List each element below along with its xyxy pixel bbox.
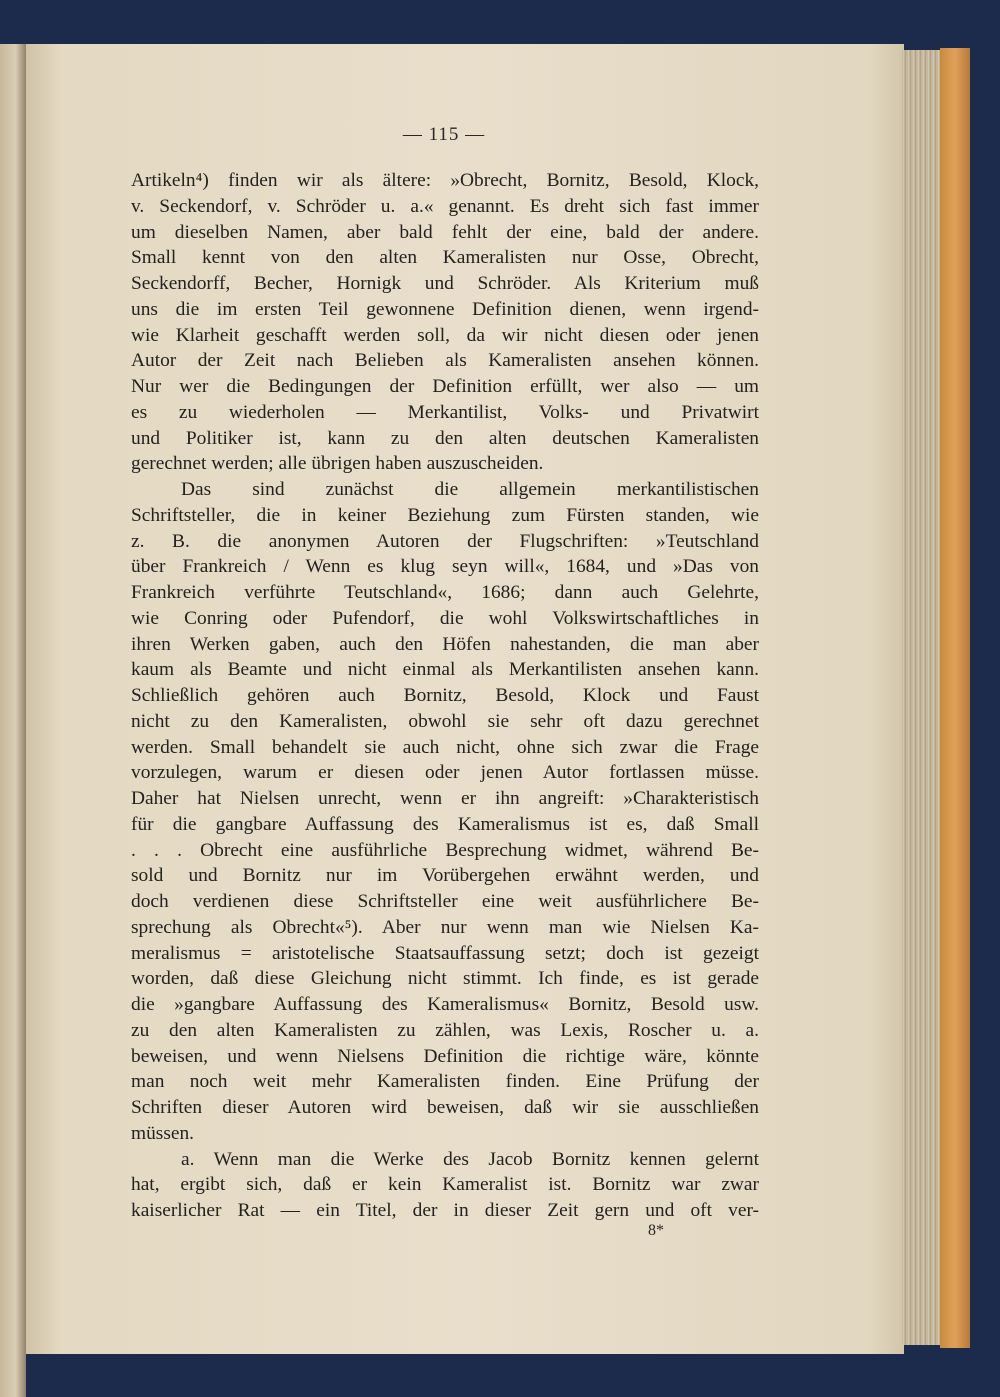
- text-line: für die gangbare Auffassung des Kameralismus ist es, daß Small: [131, 813, 759, 835]
- text-line: sold und Bornitz nur im Vorübergehen erwähnt werden, und: [131, 865, 759, 887]
- text-line: vorzulegen, warum er diesen oder jenen Autor fortlassen müsse.: [131, 762, 759, 784]
- text-line: man noch weit mehr Kameralisten finden. Eine Prüfung der: [131, 1071, 759, 1093]
- text-line: Autor der Zeit nach Belieben als Kameralisten ansehen können.: [131, 350, 759, 372]
- text-line: und Politiker ist, kann zu den alten deutschen Kameralisten: [131, 427, 759, 449]
- text-line: Small kennt von den alten Kameralisten nur Osse, Obrecht,: [131, 247, 759, 269]
- text-line: Das sind zunächst die allgemein merkantilistischen: [181, 479, 759, 500]
- text-line: wie Conring oder Pufendorf, die wohl Volkswirtschaftliches in: [131, 607, 759, 629]
- text-line: werden. Small behandelt sie auch nicht, ohne sich zwar die Frage: [131, 736, 759, 758]
- text-line: worden, daß diese Gleichung nicht stimmt. Ich finde, es ist gerade: [131, 968, 759, 990]
- text-line: . . . Obrecht eine ausführliche Besprechung widmet, während Be-: [131, 839, 759, 861]
- text-line: hat, ergibt sich, daß er kein Kameralist ist. Bornitz war zwar: [131, 1174, 759, 1196]
- text-line: zu den alten Kameralisten zu zählen, was Lexis, Roscher u. a.: [131, 1019, 759, 1041]
- text-line: z. B. die anonymen Autoren der Flugschriften: »Teutschland: [131, 530, 759, 552]
- text-line: Schriften dieser Autoren wird beweisen, daß wir sie ausschließen: [131, 1097, 759, 1118]
- text-line: wie Klarheit geschafft werden soll, da wir nicht diesen oder jenen: [131, 324, 759, 346]
- text-line: nicht zu den Kameralisten, obwohl sie sehr oft dazu gerechnet: [131, 710, 759, 732]
- text-line: um dieselben Namen, aber bald fehlt der eine, bald der andere.: [131, 221, 759, 243]
- text-line: Seckendorff, Becher, Hornigk und Schröder. Als Kriterium muß: [131, 273, 759, 294]
- text-line: es zu wiederholen — Merkantilist, Volks- und Privatwirt: [131, 401, 759, 423]
- text-line: Frankreich verführte Teutschland«, 1686; dann auch Gelehrte,: [131, 582, 759, 603]
- text-line: a. Wenn man die Werke des Jacob Bornitz kennen gelernt: [181, 1148, 759, 1170]
- text-line: ihren Werken gaben, auch den Höfen nahestanden, die man aber: [131, 633, 759, 655]
- page-stack-edge: [902, 50, 942, 1345]
- text-line: Artikeln⁴) finden wir als ältere: »Obrecht, Bornitz, Besold, Klock,: [131, 170, 759, 191]
- text-line: Schließlich gehören auch Bornitz, Besold, Klock und Faust: [131, 685, 759, 706]
- text-line: die »gangbare Auffassung des Kameralismus« Bornitz, Besold usw.: [131, 994, 759, 1015]
- text-line: gerechnet werden; alle übrigen haben auszuscheiden.: [131, 453, 544, 475]
- signature-mark: 8*: [648, 1222, 664, 1239]
- text-line: doch verdienen diese Schriftsteller eine weit ausführlichere Be-: [131, 891, 759, 912]
- text-line: sprechung als Obrecht«⁵). Aber nur wenn man wie Nielsen Ka-: [131, 916, 759, 938]
- book-cover-edge: [940, 48, 970, 1348]
- text-line: v. Seckendorf, v. Schröder u. a.« genannt. Es dreht sich fast immer: [131, 195, 759, 217]
- page-number: — 115 —: [402, 124, 486, 145]
- text-line: kaum als Beamte und nicht einmal als Merkantilisten ansehen kann.: [131, 659, 759, 681]
- text-line: Nur wer die Bedingungen der Definition erfüllt, wer also — um: [131, 376, 759, 397]
- text-line: Schriftsteller, die in keiner Beziehung zum Fürsten standen, wie: [131, 504, 759, 526]
- text-line: kaiserlicher Rat — ein Titel, der in dieser Zeit gern und oft ver-: [131, 1200, 759, 1221]
- text-line: über Frankreich / Wenn es klug seyn will«, 1684, und »Das von: [131, 556, 759, 578]
- text-line: Daher hat Nielsen unrecht, wenn er ihn angreift: »Charakteristisch: [131, 788, 759, 809]
- text-line: müssen.: [131, 1122, 195, 1144]
- text-line: uns die im ersten Teil gewonnene Definition dienen, wenn irgend-: [131, 298, 759, 320]
- text-line: beweisen, und wenn Nielsens Definition die richtige wäre, könnte: [131, 1045, 759, 1067]
- facing-page-edge: [0, 44, 26, 1397]
- text-line: meralismus = aristotelische Staatsauffassung setzt; doch ist gezeigt: [131, 942, 759, 964]
